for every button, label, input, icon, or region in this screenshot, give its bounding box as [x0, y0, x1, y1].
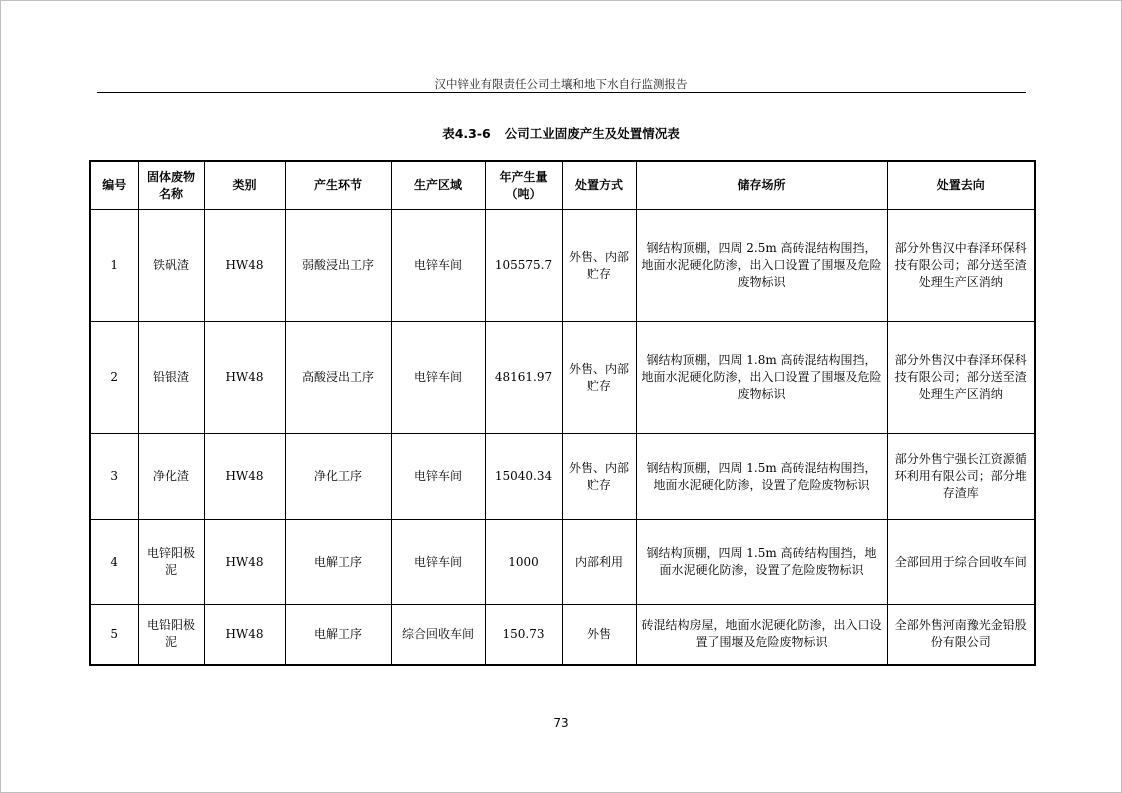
cell-destination: 全部回用于综合回收车间 — [887, 520, 1035, 605]
cell-storage: 钢结构顶棚，四周 1.5m 高砖结构围挡，地面水泥硬化防渗，设置了危险废物标识 — [636, 520, 887, 605]
cell-name: 净化渣 — [138, 434, 204, 520]
col-header-category: 类别 — [204, 161, 285, 210]
cell-no: 1 — [90, 210, 138, 322]
cell-amount: 15040.34 — [485, 434, 562, 520]
cell-name: 铅银渣 — [138, 322, 204, 434]
cell-area: 电锌车间 — [391, 434, 485, 520]
col-header-name: 固体废物名称 — [138, 161, 204, 210]
col-header-stage: 产生环节 — [285, 161, 391, 210]
running-header: 汉中锌业有限责任公司土壤和地下水自行监测报告 — [434, 77, 688, 91]
cell-stage: 高酸浸出工序 — [285, 322, 391, 434]
table-row — [90, 520, 1035, 605]
cell-stage: 弱酸浸出工序 — [285, 210, 391, 322]
solid-waste-table — [89, 160, 1036, 666]
cell-stage: 电解工序 — [285, 605, 391, 665]
cell-stage: 电解工序 — [285, 520, 391, 605]
cell-category: HW48 — [204, 434, 285, 520]
col-header-method: 处置方式 — [562, 161, 636, 210]
cell-area: 电锌车间 — [391, 520, 485, 605]
cell-category: HW48 — [204, 605, 285, 665]
col-header-destination: 处置去向 — [887, 161, 1035, 210]
cell-method: 外售、内部贮存 — [562, 210, 636, 322]
table-caption-title: 公司工业固废产生及处置情况表 — [504, 126, 680, 141]
cell-destination: 全部外售河南豫光金铅股份有限公司 — [887, 605, 1035, 665]
cell-method: 内部利用 — [562, 520, 636, 605]
header-rule — [97, 92, 1026, 93]
cell-name: 电铅阳极泥 — [138, 605, 204, 665]
cell-area: 电锌车间 — [391, 322, 485, 434]
table-row — [90, 322, 1035, 434]
table-caption — [0, 124, 1122, 142]
cell-category: HW48 — [204, 520, 285, 605]
table-row — [90, 434, 1035, 520]
cell-destination: 部分外售汉中春泽环保科技有限公司；部分送至渣处理生产区消纳 — [887, 210, 1035, 322]
table-caption-number: 表4.3-6 — [442, 126, 491, 141]
page-number: 73 — [553, 716, 569, 730]
table-row — [90, 210, 1035, 322]
cell-category: HW48 — [204, 322, 285, 434]
cell-category: HW48 — [204, 210, 285, 322]
cell-storage: 钢结构顶棚，四周 1.5m 高砖混结构围挡，地面水泥硬化防渗，设置了危险废物标识 — [636, 434, 887, 520]
cell-no: 5 — [90, 605, 138, 665]
cell-destination: 部分外售汉中春泽环保科技有限公司；部分送至渣处理生产区消纳 — [887, 322, 1035, 434]
cell-name: 铁矾渣 — [138, 210, 204, 322]
cell-method: 外售、内部贮存 — [562, 434, 636, 520]
col-header-no: 编号 — [90, 161, 138, 210]
cell-method: 外售、内部贮存 — [562, 322, 636, 434]
table-header-row — [90, 161, 1035, 210]
cell-storage: 钢结构顶棚，四周 1.8m 高砖混结构围挡，地面水泥硬化防渗，出入口设置了围堰及危险废物标识 — [636, 322, 887, 434]
cell-amount: 105575.7 — [485, 210, 562, 322]
cell-amount: 150.73 — [485, 605, 562, 665]
cell-area: 电锌车间 — [391, 210, 485, 322]
cell-amount: 48161.97 — [485, 322, 562, 434]
col-header-amount: 年产生量（吨） — [485, 161, 562, 210]
cell-amount: 1000 — [485, 520, 562, 605]
cell-method: 外售 — [562, 605, 636, 665]
table-row — [90, 605, 1035, 665]
col-header-area: 生产区域 — [391, 161, 485, 210]
cell-storage: 钢结构顶棚，四周 2.5m 高砖混结构围挡，地面水泥硬化防渗，出入口设置了围堰及危险废物标识 — [636, 210, 887, 322]
cell-area: 综合回收车间 — [391, 605, 485, 665]
cell-no: 2 — [90, 322, 138, 434]
cell-no: 4 — [90, 520, 138, 605]
cell-no: 3 — [90, 434, 138, 520]
cell-destination: 部分外售宁强长江资源循环利用有限公司；部分堆存渣库 — [887, 434, 1035, 520]
cell-storage: 砖混结构房屋，地面水泥硬化防渗，出入口设置了围堰及危险废物标识 — [636, 605, 887, 665]
cell-name: 电锌阳极泥 — [138, 520, 204, 605]
col-header-storage: 储存场所 — [636, 161, 887, 210]
cell-stage: 净化工序 — [285, 434, 391, 520]
